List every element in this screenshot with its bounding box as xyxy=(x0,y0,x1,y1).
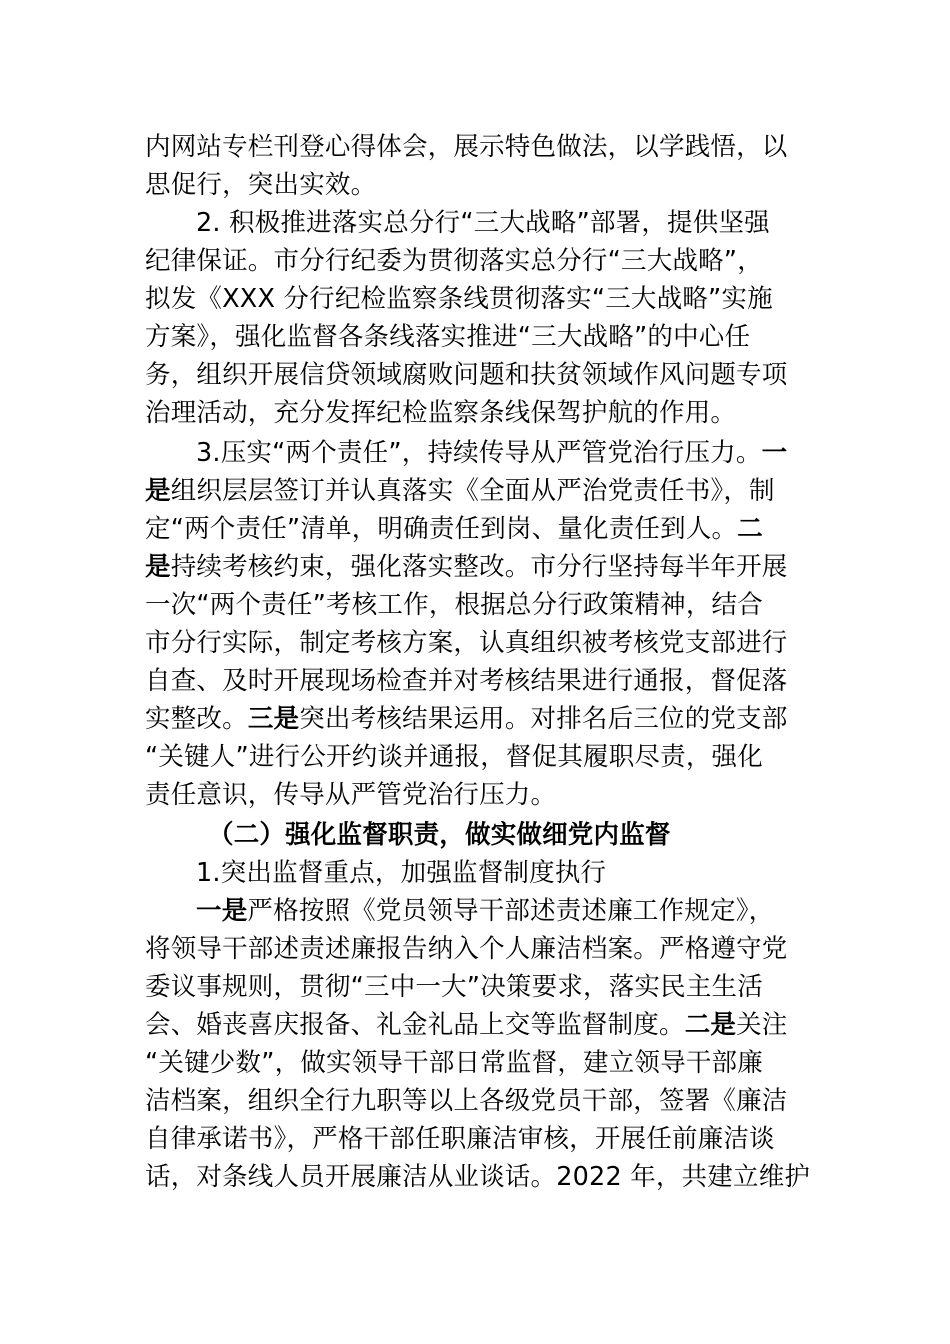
text-line: 是组织层层签订并认真落实《全面从严治党责任书》，制 xyxy=(145,476,775,506)
text-line: “关键少数”，做实领导干部日常监督，建立领导干部廉 xyxy=(145,1048,763,1078)
paragraph-start-line: 一是严格按照《党员领导干部述责述廉工作规定》， xyxy=(196,896,775,926)
text-line: 一次“两个责任”考核工作，根据总分行政策精神，结合 xyxy=(145,590,763,620)
text-line: 治理活动，充分发挥纪检监察条线保驾护航的作用。 xyxy=(145,398,737,428)
subsection-heading: 1.突出监督重点，加强监督制度执行 xyxy=(196,858,607,888)
text-line: 内网站专栏刊登心得体会，展示特色做法，以学践悟，以 xyxy=(145,132,788,162)
text-line: 自律承诺书》，严格干部任职廉洁审核，开展任前廉洁谈 xyxy=(145,1124,775,1154)
text-line: 责任意识，传导从严管党治行压力。 xyxy=(145,780,557,810)
text-line: 委议事规则，贯彻“三中一大”决策要求，落实民主生活 xyxy=(145,972,763,1002)
text-line: 定“两个责任”清单，明确责任到岗、量化责任到人。二 xyxy=(145,514,763,544)
text-line: 将领导干部述责述廉报告纳入个人廉洁档案。严格遵守党 xyxy=(145,934,788,964)
text-line: 自查、及时开展现场检查并对考核结果进行通报，督促落 xyxy=(145,666,788,696)
text-line: “关键人”进行公开约谈并通报，督促其履职尽责，强化 xyxy=(145,742,763,772)
text-line: 实整改。三是突出考核结果运用。对排名后三位的党支部 xyxy=(145,704,788,734)
paragraph-start-line: 2. 积极推进落实总分行“三大战略”部署，提供坚强 xyxy=(196,208,770,238)
text-line: 思促行，突出实效。 xyxy=(145,170,377,200)
text-line: 方案》，强化监督各条线落实推进“三大战略”的中心任 xyxy=(145,322,751,352)
text-line: 洁档案，组织全行九职等以上各级党员干部，签署《廉洁 xyxy=(145,1086,788,1116)
paragraph-start-line: 3.压实“两个责任”，持续传导从严管党治行压力。一 xyxy=(196,438,788,468)
text-line: 市分行实际，制定考核方案，认真组织被考核党支部进行 xyxy=(145,628,788,658)
text-line: 话，对条线人员开展廉洁从业谈话。2022 年，共建立维护 xyxy=(145,1162,811,1192)
text-line: 务，组织开展信贷领域腐败问题和扶贫领域作风问题专项 xyxy=(145,360,788,390)
text-line: 会、婚丧喜庆报备、礼金礼品上交等监督制度。二是关注 xyxy=(145,1010,788,1040)
section-heading: （二）强化监督职责，做实做细党内监督 xyxy=(208,820,671,850)
text-line: 是持续考核约束，强化落实整改。市分行坚持每半年开展 xyxy=(145,552,788,582)
text-line: 拟发《XXX 分行纪检监察条线贯彻落实“三大战略”实施 xyxy=(145,284,773,314)
text-line: 纪律保证。市分行纪委为贯彻落实总分行“三大战略”， xyxy=(145,246,763,276)
